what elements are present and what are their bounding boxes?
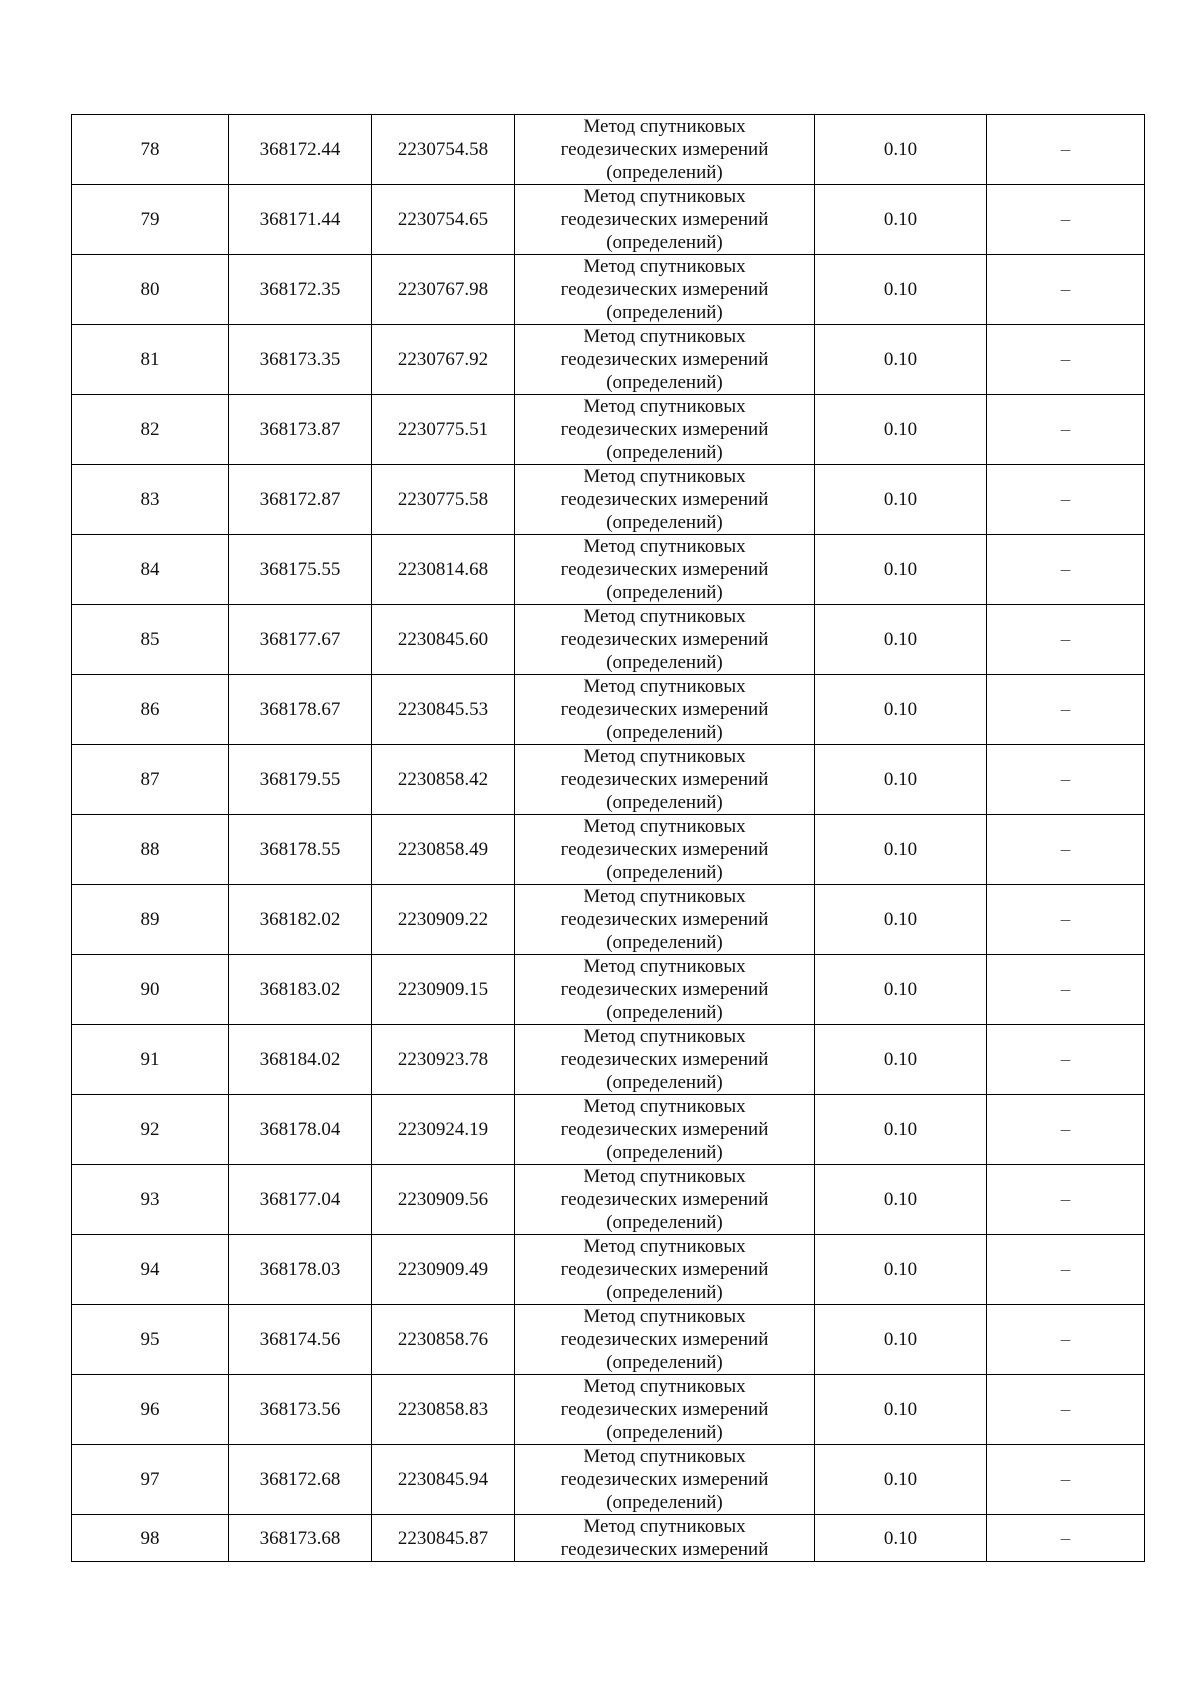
point-number-cell: 93 (72, 1165, 229, 1235)
method-line: геодезических измерений (560, 559, 769, 580)
y-coordinate-cell: 2230923.78 (372, 1025, 515, 1095)
method-cell (515, 815, 815, 885)
method-line: (определений) (606, 722, 723, 743)
point-number-cell: 96 (72, 1375, 229, 1445)
description-cell: – (987, 955, 1145, 1025)
y-coordinate-cell: 2230845.60 (372, 605, 515, 675)
accuracy-cell: 0.10 (815, 465, 987, 535)
method-cell (515, 255, 815, 325)
point-number-cell: 81 (72, 325, 229, 395)
accuracy-cell: 0.10 (815, 885, 987, 955)
method-line: геодезических измерений (560, 1329, 769, 1350)
method-line: геодезических измерений (560, 1399, 769, 1420)
accuracy-cell: 0.10 (815, 325, 987, 395)
table-row (72, 1235, 1145, 1305)
description-cell: – (987, 1235, 1145, 1305)
accuracy-cell: 0.10 (815, 1305, 987, 1375)
y-coordinate-cell: 2230767.92 (372, 325, 515, 395)
method-line: Метод спутниковых (583, 1096, 746, 1117)
table-row (72, 1445, 1145, 1515)
y-coordinate-cell: 2230909.22 (372, 885, 515, 955)
method-line: геодезических измерений (560, 1469, 769, 1490)
method-cell (515, 1095, 815, 1165)
method-line: Метод спутниковых (583, 816, 746, 837)
accuracy-cell: 0.10 (815, 185, 987, 255)
description-cell: – (987, 1375, 1145, 1445)
table-row (72, 885, 1145, 955)
table-row (72, 185, 1145, 255)
method-line: Метод спутниковых (583, 326, 746, 347)
x-coordinate-cell: 368183.02 (229, 955, 372, 1025)
method-line: геодезических измерений (560, 489, 769, 510)
method-line: геодезических измерений (560, 1119, 769, 1140)
accuracy-cell: 0.10 (815, 745, 987, 815)
table-row (72, 465, 1145, 535)
description-cell: – (987, 325, 1145, 395)
description-cell: – (987, 885, 1145, 955)
method-line: геодезических измерений (560, 699, 769, 720)
x-coordinate-cell: 368174.56 (229, 1305, 372, 1375)
method-line: (определений) (606, 1282, 723, 1303)
method-cell (515, 1165, 815, 1235)
table-row (72, 675, 1145, 745)
method-line: (определений) (606, 862, 723, 883)
description-cell: – (987, 465, 1145, 535)
description-cell: – (987, 1095, 1145, 1165)
method-line: Метод спутниковых (583, 956, 746, 977)
method-cell (515, 535, 815, 605)
method-line: Метод спутниковых (583, 746, 746, 767)
x-coordinate-cell: 368173.35 (229, 325, 372, 395)
y-coordinate-cell: 2230924.19 (372, 1095, 515, 1165)
table-row (72, 395, 1145, 465)
method-line: Метод спутниковых (583, 1376, 746, 1397)
method-line: Метод спутниковых (583, 1026, 746, 1047)
method-cell (515, 605, 815, 675)
method-line: геодезических измерений (560, 1049, 769, 1070)
method-line: Метод спутниковых (583, 186, 746, 207)
point-number-cell: 84 (72, 535, 229, 605)
table-row (72, 1375, 1145, 1445)
y-coordinate-cell: 2230845.53 (372, 675, 515, 745)
x-coordinate-cell: 368177.04 (229, 1165, 372, 1235)
table-row (72, 1305, 1145, 1375)
accuracy-cell: 0.10 (815, 255, 987, 325)
y-coordinate-cell: 2230754.65 (372, 185, 515, 255)
accuracy-cell: 0.10 (815, 395, 987, 465)
point-number-cell: 78 (72, 115, 229, 185)
description-cell: – (987, 1515, 1145, 1562)
method-cell (515, 465, 815, 535)
method-line: геодезических измерений (560, 419, 769, 440)
method-line: Метод спутниковых (583, 116, 746, 137)
description-cell: – (987, 1445, 1145, 1515)
method-line: (определений) (606, 652, 723, 673)
accuracy-cell: 0.10 (815, 955, 987, 1025)
method-line: Метод спутниковых (583, 1166, 746, 1187)
x-coordinate-cell: 368175.55 (229, 535, 372, 605)
table-row (72, 1515, 1145, 1562)
method-line: геодезических измерений (560, 139, 769, 160)
point-number-cell: 92 (72, 1095, 229, 1165)
method-line: (определений) (606, 792, 723, 813)
point-number-cell: 86 (72, 675, 229, 745)
accuracy-cell: 0.10 (815, 1095, 987, 1165)
accuracy-cell: 0.10 (815, 1025, 987, 1095)
description-cell: – (987, 395, 1145, 465)
y-coordinate-cell: 2230767.98 (372, 255, 515, 325)
accuracy-cell: 0.10 (815, 115, 987, 185)
method-line: геодезических измерений (560, 839, 769, 860)
method-line: Метод спутниковых (583, 1516, 746, 1537)
y-coordinate-cell: 2230858.83 (372, 1375, 515, 1445)
x-coordinate-cell: 368182.02 (229, 885, 372, 955)
method-line: (определений) (606, 1352, 723, 1373)
method-line: Метод спутниковых (583, 256, 746, 277)
point-number-cell: 89 (72, 885, 229, 955)
x-coordinate-cell: 368184.02 (229, 1025, 372, 1095)
method-cell (515, 325, 815, 395)
method-line: геодезических измерений (560, 769, 769, 790)
method-line: геодезических измерений (560, 909, 769, 930)
point-number-cell: 90 (72, 955, 229, 1025)
method-cell (515, 1515, 815, 1562)
y-coordinate-cell: 2230845.87 (372, 1515, 515, 1562)
table-body (72, 115, 1145, 1562)
method-cell (515, 395, 815, 465)
accuracy-cell: 0.10 (815, 1515, 987, 1562)
table-row (72, 745, 1145, 815)
y-coordinate-cell: 2230775.51 (372, 395, 515, 465)
description-cell: – (987, 1025, 1145, 1095)
point-number-cell: 87 (72, 745, 229, 815)
point-number-cell: 97 (72, 1445, 229, 1515)
method-line: Метод спутниковых (583, 886, 746, 907)
x-coordinate-cell: 368173.68 (229, 1515, 372, 1562)
x-coordinate-cell: 368178.03 (229, 1235, 372, 1305)
method-line: (определений) (606, 932, 723, 953)
x-coordinate-cell: 368171.44 (229, 185, 372, 255)
x-coordinate-cell: 368179.55 (229, 745, 372, 815)
accuracy-cell: 0.10 (815, 675, 987, 745)
description-cell: – (987, 535, 1145, 605)
point-number-cell: 85 (72, 605, 229, 675)
point-number-cell: 91 (72, 1025, 229, 1095)
method-cell (515, 1305, 815, 1375)
method-line: геодезических измерений (560, 279, 769, 300)
x-coordinate-cell: 368173.56 (229, 1375, 372, 1445)
point-number-cell: 94 (72, 1235, 229, 1305)
method-line: Метод спутниковых (583, 606, 746, 627)
method-line: (определений) (606, 582, 723, 603)
method-line: Метод спутниковых (583, 466, 746, 487)
x-coordinate-cell: 368172.68 (229, 1445, 372, 1515)
method-cell (515, 675, 815, 745)
method-cell (515, 745, 815, 815)
method-line: (определений) (606, 1492, 723, 1513)
point-number-cell: 88 (72, 815, 229, 885)
y-coordinate-cell: 2230845.94 (372, 1445, 515, 1515)
y-coordinate-cell: 2230858.42 (372, 745, 515, 815)
method-line: (определений) (606, 512, 723, 533)
x-coordinate-cell: 368172.87 (229, 465, 372, 535)
description-cell: – (987, 185, 1145, 255)
description-cell: – (987, 605, 1145, 675)
method-cell (515, 1375, 815, 1445)
accuracy-cell: 0.10 (815, 1165, 987, 1235)
method-line: геодезических измерений (560, 1259, 769, 1280)
table-row (72, 535, 1145, 605)
method-cell (515, 185, 815, 255)
description-cell: – (987, 115, 1145, 185)
x-coordinate-cell: 368177.67 (229, 605, 372, 675)
x-coordinate-cell: 368178.55 (229, 815, 372, 885)
method-line: Метод спутниковых (583, 1306, 746, 1327)
x-coordinate-cell: 368172.35 (229, 255, 372, 325)
point-number-cell: 82 (72, 395, 229, 465)
accuracy-cell: 0.10 (815, 1445, 987, 1515)
method-line: Метод спутниковых (583, 1446, 746, 1467)
description-cell: – (987, 1305, 1145, 1375)
y-coordinate-cell: 2230909.49 (372, 1235, 515, 1305)
y-coordinate-cell: 2230814.68 (372, 535, 515, 605)
y-coordinate-cell: 2230754.58 (372, 115, 515, 185)
method-line: геодезических измерений (560, 209, 769, 230)
accuracy-cell: 0.10 (815, 1235, 987, 1305)
method-line: (определений) (606, 372, 723, 393)
method-line: (определений) (606, 302, 723, 323)
y-coordinate-cell: 2230909.56 (372, 1165, 515, 1235)
table-row (72, 255, 1145, 325)
x-coordinate-cell: 368173.87 (229, 395, 372, 465)
accuracy-cell: 0.10 (815, 605, 987, 675)
point-number-cell: 98 (72, 1515, 229, 1562)
method-line: геодезических измерений (560, 1189, 769, 1210)
description-cell: – (987, 255, 1145, 325)
method-line: (определений) (606, 1072, 723, 1093)
point-number-cell: 80 (72, 255, 229, 325)
description-cell: – (987, 745, 1145, 815)
description-cell: – (987, 675, 1145, 745)
method-line: Метод спутниковых (583, 676, 746, 697)
method-line: геодезических измерений (560, 1539, 769, 1560)
y-coordinate-cell: 2230909.15 (372, 955, 515, 1025)
table-row (72, 605, 1145, 675)
table-row (72, 955, 1145, 1025)
description-cell: – (987, 815, 1145, 885)
table-row (72, 325, 1145, 395)
point-number-cell: 83 (72, 465, 229, 535)
table-row (72, 1165, 1145, 1235)
x-coordinate-cell: 368178.67 (229, 675, 372, 745)
method-line: Метод спутниковых (583, 396, 746, 417)
accuracy-cell: 0.10 (815, 1375, 987, 1445)
method-line: Метод спутниковых (583, 536, 746, 557)
y-coordinate-cell: 2230775.58 (372, 465, 515, 535)
method-cell (515, 955, 815, 1025)
method-line: Метод спутниковых (583, 1236, 746, 1257)
method-cell (515, 1445, 815, 1515)
method-line: (определений) (606, 1422, 723, 1443)
method-line: (определений) (606, 162, 723, 183)
point-number-cell: 79 (72, 185, 229, 255)
description-cell: – (987, 1165, 1145, 1235)
accuracy-cell: 0.10 (815, 535, 987, 605)
method-line: (определений) (606, 1212, 723, 1233)
table-row (72, 115, 1145, 185)
table-row (72, 815, 1145, 885)
y-coordinate-cell: 2230858.49 (372, 815, 515, 885)
method-cell (515, 1235, 815, 1305)
method-line: геодезических измерений (560, 629, 769, 650)
method-cell (515, 115, 815, 185)
method-line: геодезических измерений (560, 979, 769, 1000)
method-cell (515, 885, 815, 955)
table-row (72, 1095, 1145, 1165)
x-coordinate-cell: 368172.44 (229, 115, 372, 185)
y-coordinate-cell: 2230858.76 (372, 1305, 515, 1375)
coordinates-table (71, 114, 1145, 1562)
accuracy-cell: 0.10 (815, 815, 987, 885)
method-cell (515, 1025, 815, 1095)
table-row (72, 1025, 1145, 1095)
method-line: (определений) (606, 442, 723, 463)
method-line: (определений) (606, 232, 723, 253)
x-coordinate-cell: 368178.04 (229, 1095, 372, 1165)
method-line: (определений) (606, 1002, 723, 1023)
method-line: (определений) (606, 1142, 723, 1163)
method-line: геодезических измерений (560, 349, 769, 370)
point-number-cell: 95 (72, 1305, 229, 1375)
